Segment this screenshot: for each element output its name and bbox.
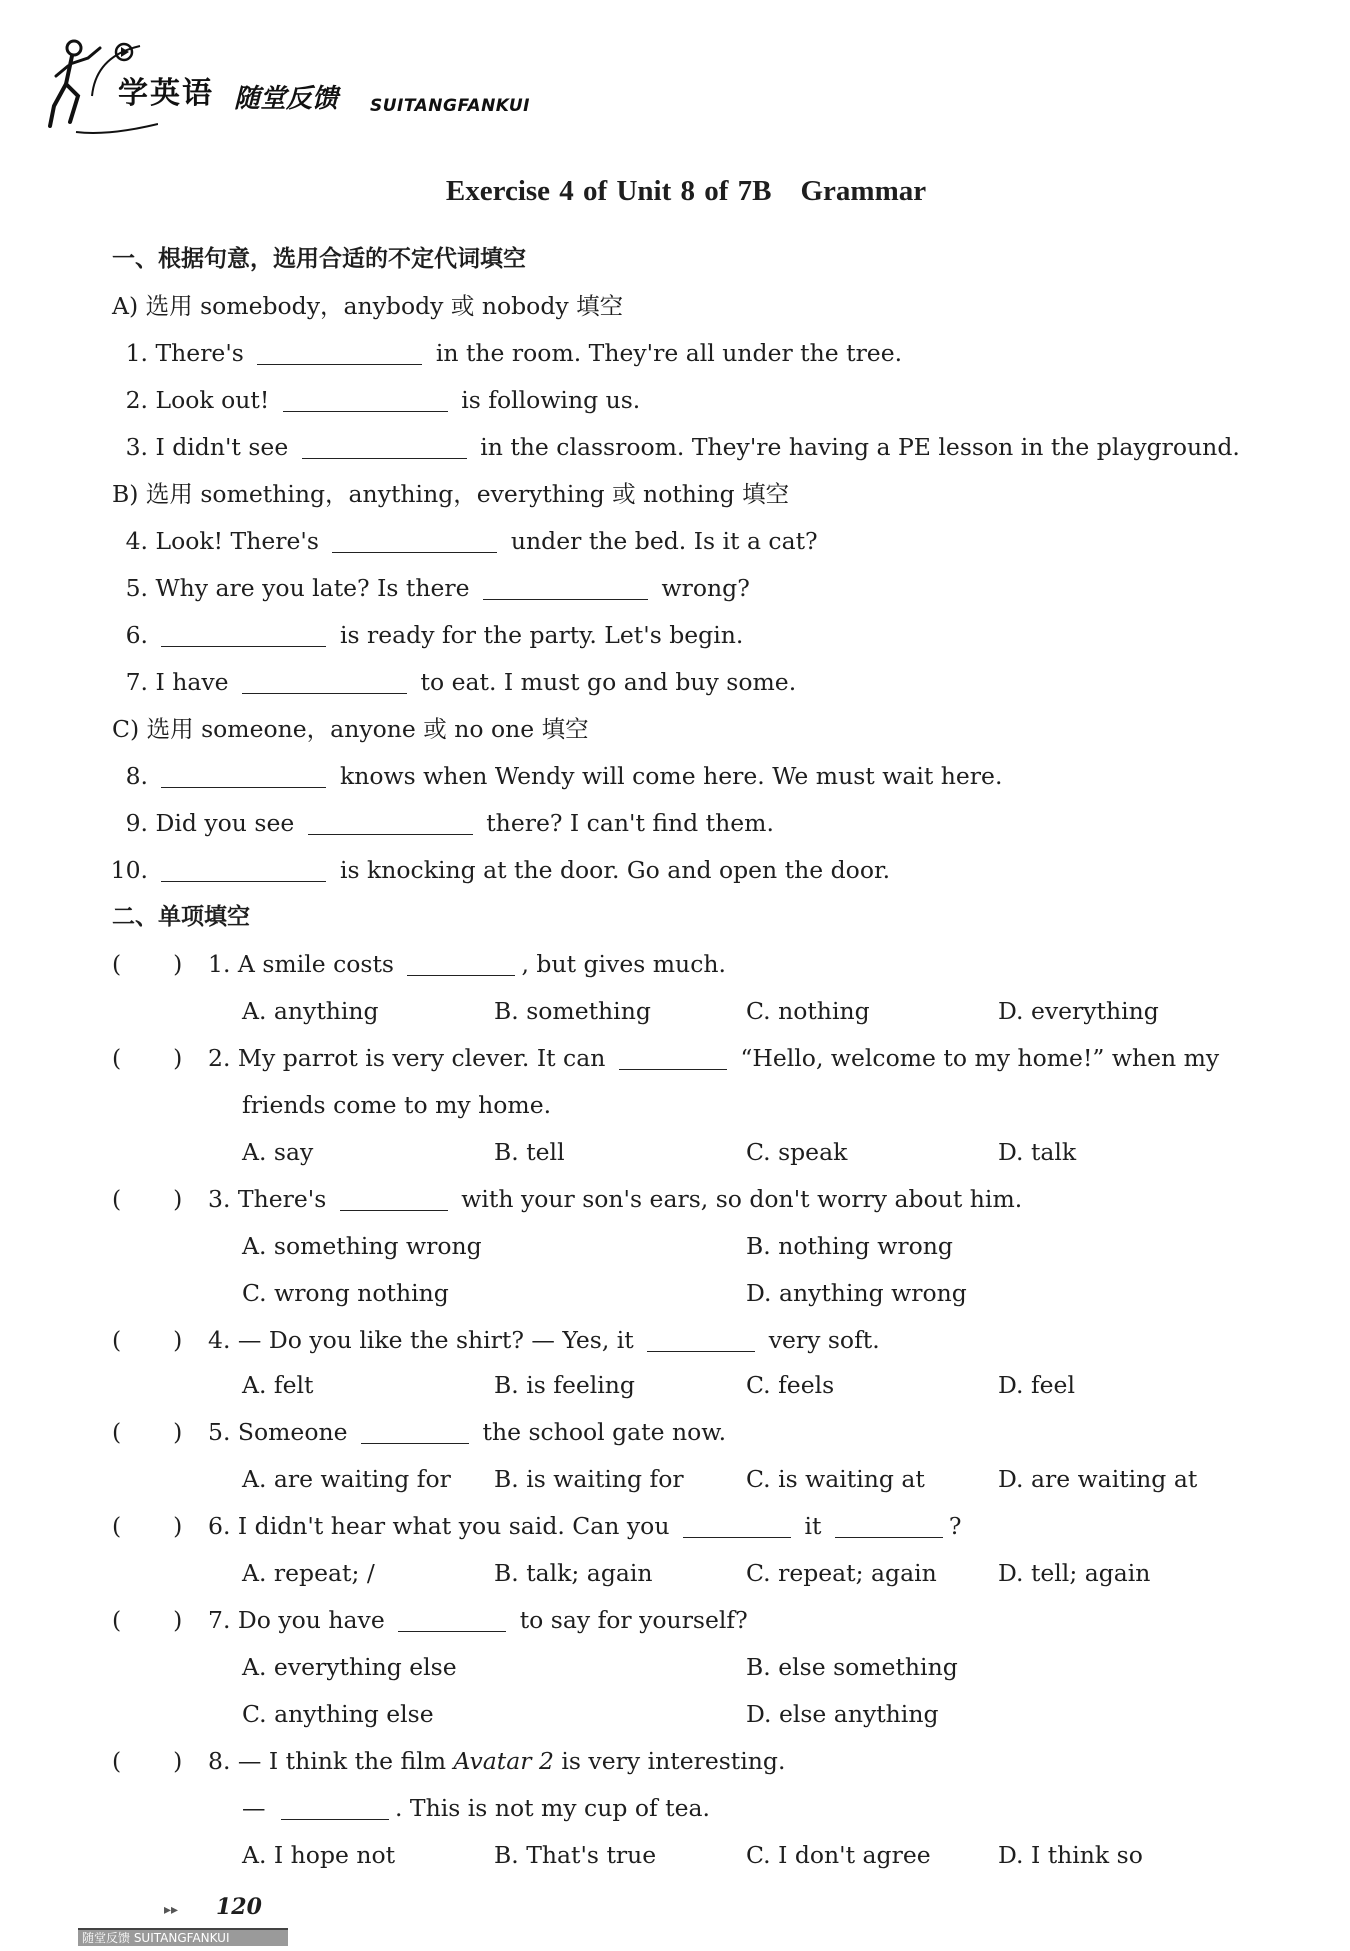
answer-blank[interactable] [332, 526, 497, 553]
option-b[interactable]: B. else something [746, 1653, 958, 1681]
option-c[interactable]: C. wrong nothing [242, 1279, 449, 1307]
mc-question [0, 1742, 1350, 1780]
answer-blank[interactable] [407, 949, 515, 976]
answer-blank[interactable] [835, 1511, 943, 1538]
item-number: 2. [125, 386, 148, 414]
option-d[interactable]: D. are waiting at [998, 1465, 1198, 1493]
option-a[interactable]: A. felt [242, 1371, 314, 1399]
option-a[interactable]: A. everything else [242, 1653, 457, 1681]
item-text: there? I can't find them. [486, 809, 774, 837]
group-b-instruction: B) 选用 something，anything，everything 或 nothing 填空 [112, 480, 790, 508]
answer-bracket[interactable]: ( ) [112, 1185, 183, 1213]
option-d[interactable]: D. else anything [746, 1700, 939, 1728]
question-number: 7. [208, 1606, 231, 1634]
page-number: 120 [216, 1894, 262, 1920]
options-row [0, 1648, 1350, 1686]
option-c[interactable]: C. feels [746, 1371, 835, 1399]
item-text: is ready for the party. Let's begin. [339, 621, 744, 649]
series-title: 学英语 [118, 76, 214, 111]
option-d[interactable]: D. everything [998, 997, 1159, 1025]
option-c[interactable]: C. nothing [746, 997, 870, 1025]
option-b[interactable]: B. is waiting for [494, 1465, 684, 1493]
item-number: 9. [125, 809, 148, 837]
option-c[interactable]: C. I don't agree [746, 1841, 931, 1869]
mc-question [0, 1507, 1350, 1545]
mc-question [0, 1039, 1350, 1077]
option-d[interactable]: D. tell; again [998, 1559, 1151, 1587]
question-text: — Do you like the shirt? — Yes, it [237, 1326, 634, 1354]
question-text: “Hello, welcome to my home!” when my [740, 1044, 1220, 1072]
fill-item [122, 804, 774, 842]
fill-item [122, 334, 902, 372]
question-number: 5. [208, 1418, 231, 1446]
question-text: I didn't hear what you said. Can you [237, 1512, 670, 1540]
arrow-icon: ▸▸ [164, 1902, 179, 1918]
question-continuation: friends come to my home. [242, 1091, 552, 1119]
question-text: — I think the film [237, 1747, 446, 1775]
question-text: Do you have [237, 1606, 385, 1634]
options-row [0, 992, 1350, 1030]
item-text: I didn't see [155, 433, 289, 461]
item-text: to eat. I must go and buy some. [420, 668, 797, 696]
item-text: Did you see [155, 809, 295, 837]
option-d[interactable]: D. feel [998, 1371, 1075, 1399]
item-text: is following us. [461, 386, 641, 414]
fill-item [122, 663, 796, 701]
exercise-title: Exercise 4 of Unit 8 of 7B Grammar [445, 175, 927, 207]
option-c[interactable]: C. is waiting at [746, 1465, 925, 1493]
answer-bracket[interactable]: ( ) [112, 950, 183, 978]
answer-blank[interactable] [161, 855, 326, 882]
answer-bracket[interactable]: ( ) [112, 1326, 183, 1354]
answer-blank[interactable] [361, 1417, 469, 1444]
option-c[interactable]: C. speak [746, 1138, 848, 1166]
options-row [0, 1836, 1350, 1874]
item-text: Why are you late? Is there [155, 574, 470, 602]
reply-dash: — [242, 1794, 266, 1822]
dialogue-reply [242, 1789, 710, 1827]
options-row [0, 1460, 1350, 1498]
question-number: 1. [208, 950, 231, 978]
fill-item [110, 851, 890, 889]
question-text: is very interesting. [561, 1747, 786, 1775]
item-text: I have [155, 668, 229, 696]
option-d[interactable]: D. anything wrong [746, 1279, 967, 1307]
question-text: the school gate now. [482, 1418, 727, 1446]
part1-heading: 一、根据句意，选用合适的不定代词填空 [112, 246, 526, 272]
option-b[interactable]: B. tell [494, 1138, 565, 1166]
item-number: 3. [125, 433, 148, 461]
item-text: There's [155, 339, 244, 367]
item-text: is knocking at the door. Go and open the door. [339, 856, 891, 884]
answer-blank[interactable] [161, 761, 326, 788]
item-number: 6. [125, 621, 148, 649]
question-text: to say for yourself? [519, 1606, 748, 1634]
fill-item [122, 757, 1002, 795]
options-row [0, 1133, 1350, 1171]
question-number: 3. [208, 1185, 231, 1213]
option-a[interactable]: A. anything [242, 997, 379, 1025]
option-a[interactable]: A. something wrong [242, 1232, 482, 1260]
item-number: 10. [110, 856, 148, 884]
mc-question [0, 1180, 1350, 1218]
item-number: 5. [125, 574, 148, 602]
options-row [0, 1227, 1350, 1265]
answer-blank[interactable] [281, 1793, 389, 1820]
option-b[interactable]: B. That's true [494, 1841, 657, 1869]
item-text: in the room. They're all under the tree. [435, 339, 903, 367]
part2-heading: 二、单项填空 [112, 904, 250, 930]
question-text: A smile costs [237, 950, 394, 978]
answer-blank[interactable] [647, 1325, 755, 1352]
question-text: very soft. [768, 1326, 880, 1354]
answer-blank[interactable] [161, 620, 326, 647]
answer-bracket[interactable]: ( ) [112, 1418, 183, 1446]
answer-bracket[interactable]: ( ) [112, 1512, 183, 1540]
question-text: There's [237, 1185, 327, 1213]
options-row [0, 1274, 1350, 1312]
question-text: ? [948, 1512, 962, 1540]
fill-item [122, 616, 743, 654]
question-number: 6. [208, 1512, 231, 1540]
option-b[interactable]: B. nothing wrong [746, 1232, 953, 1260]
item-text: Look out! [155, 386, 270, 414]
footer-label: 随堂反馈 SUITANGFANKUI [78, 1930, 288, 1946]
series-pinyin: SUITANGFANKUI [370, 96, 530, 116]
answer-blank[interactable] [257, 338, 422, 365]
options-row [0, 1554, 1350, 1592]
page-footer [76, 1892, 296, 1945]
answer-bracket[interactable]: ( ) [112, 1747, 183, 1775]
fill-item [122, 522, 818, 560]
option-d[interactable]: D. talk [998, 1138, 1077, 1166]
answer-blank[interactable] [683, 1511, 791, 1538]
option-a[interactable]: A. repeat; / [242, 1559, 375, 1587]
item-number: 4. [125, 527, 148, 555]
option-b[interactable]: B. is feeling [494, 1371, 635, 1399]
answer-blank[interactable] [283, 385, 448, 412]
item-text: in the classroom. They're having a PE lesson in the playground. [480, 433, 1240, 461]
answer-bracket[interactable]: ( ) [112, 1044, 183, 1072]
option-c[interactable]: C. anything else [242, 1700, 434, 1728]
option-a[interactable]: A. are waiting for [242, 1465, 451, 1493]
item-number: 1. [125, 339, 148, 367]
answer-blank[interactable] [340, 1184, 448, 1211]
fill-item [122, 569, 750, 607]
item-number: 8. [125, 762, 148, 790]
option-b[interactable]: B. talk; again [494, 1559, 653, 1587]
question-text: , but gives much. [521, 950, 726, 978]
answer-blank[interactable] [302, 432, 467, 459]
reply-text: . This is not my cup of tea. [394, 1794, 711, 1822]
group-c-instruction: C) 选用 someone，anyone 或 no one 填空 [112, 715, 589, 743]
question-number: 4. [208, 1326, 231, 1354]
fill-item [122, 428, 1240, 466]
series-header [48, 36, 568, 140]
options-row [0, 1695, 1350, 1733]
film-title: Avatar 2 [453, 1747, 554, 1775]
mc-question [0, 1413, 1350, 1451]
option-a[interactable]: A. say [242, 1138, 314, 1166]
answer-blank[interactable] [483, 573, 648, 600]
answer-blank[interactable] [242, 667, 407, 694]
fill-item [122, 381, 640, 419]
item-number: 7. [125, 668, 148, 696]
options-row [0, 1366, 1350, 1404]
item-text: under the bed. Is it a cat? [510, 527, 818, 555]
item-text: knows when Wendy will come here. We must wait here. [339, 762, 1003, 790]
question-number: 8. [208, 1747, 231, 1775]
question-text: My parrot is very clever. It can [237, 1044, 606, 1072]
option-d[interactable]: D. I think so [998, 1841, 1143, 1869]
mc-question [0, 1321, 1350, 1359]
option-a[interactable]: A. I hope not [242, 1841, 396, 1869]
question-number: 2. [208, 1044, 231, 1072]
mc-question [0, 945, 1350, 983]
group-a-instruction: A) 选用 somebody，anybody 或 nobody 填空 [112, 292, 624, 320]
option-c[interactable]: C. repeat; again [746, 1559, 937, 1587]
item-text: Look! There's [155, 527, 319, 555]
answer-blank[interactable] [619, 1043, 727, 1070]
answer-blank[interactable] [398, 1605, 506, 1632]
question-text: it [804, 1512, 822, 1540]
series-subtitle: 随堂反馈 [234, 84, 339, 114]
answer-bracket[interactable]: ( ) [112, 1606, 183, 1634]
option-b[interactable]: B. something [494, 997, 651, 1025]
answer-blank[interactable] [308, 808, 473, 835]
item-text: wrong? [661, 574, 750, 602]
mc-question [0, 1601, 1350, 1639]
question-text: with your son's ears, so don't worry about him. [461, 1185, 1023, 1213]
question-text: Someone [237, 1418, 348, 1446]
